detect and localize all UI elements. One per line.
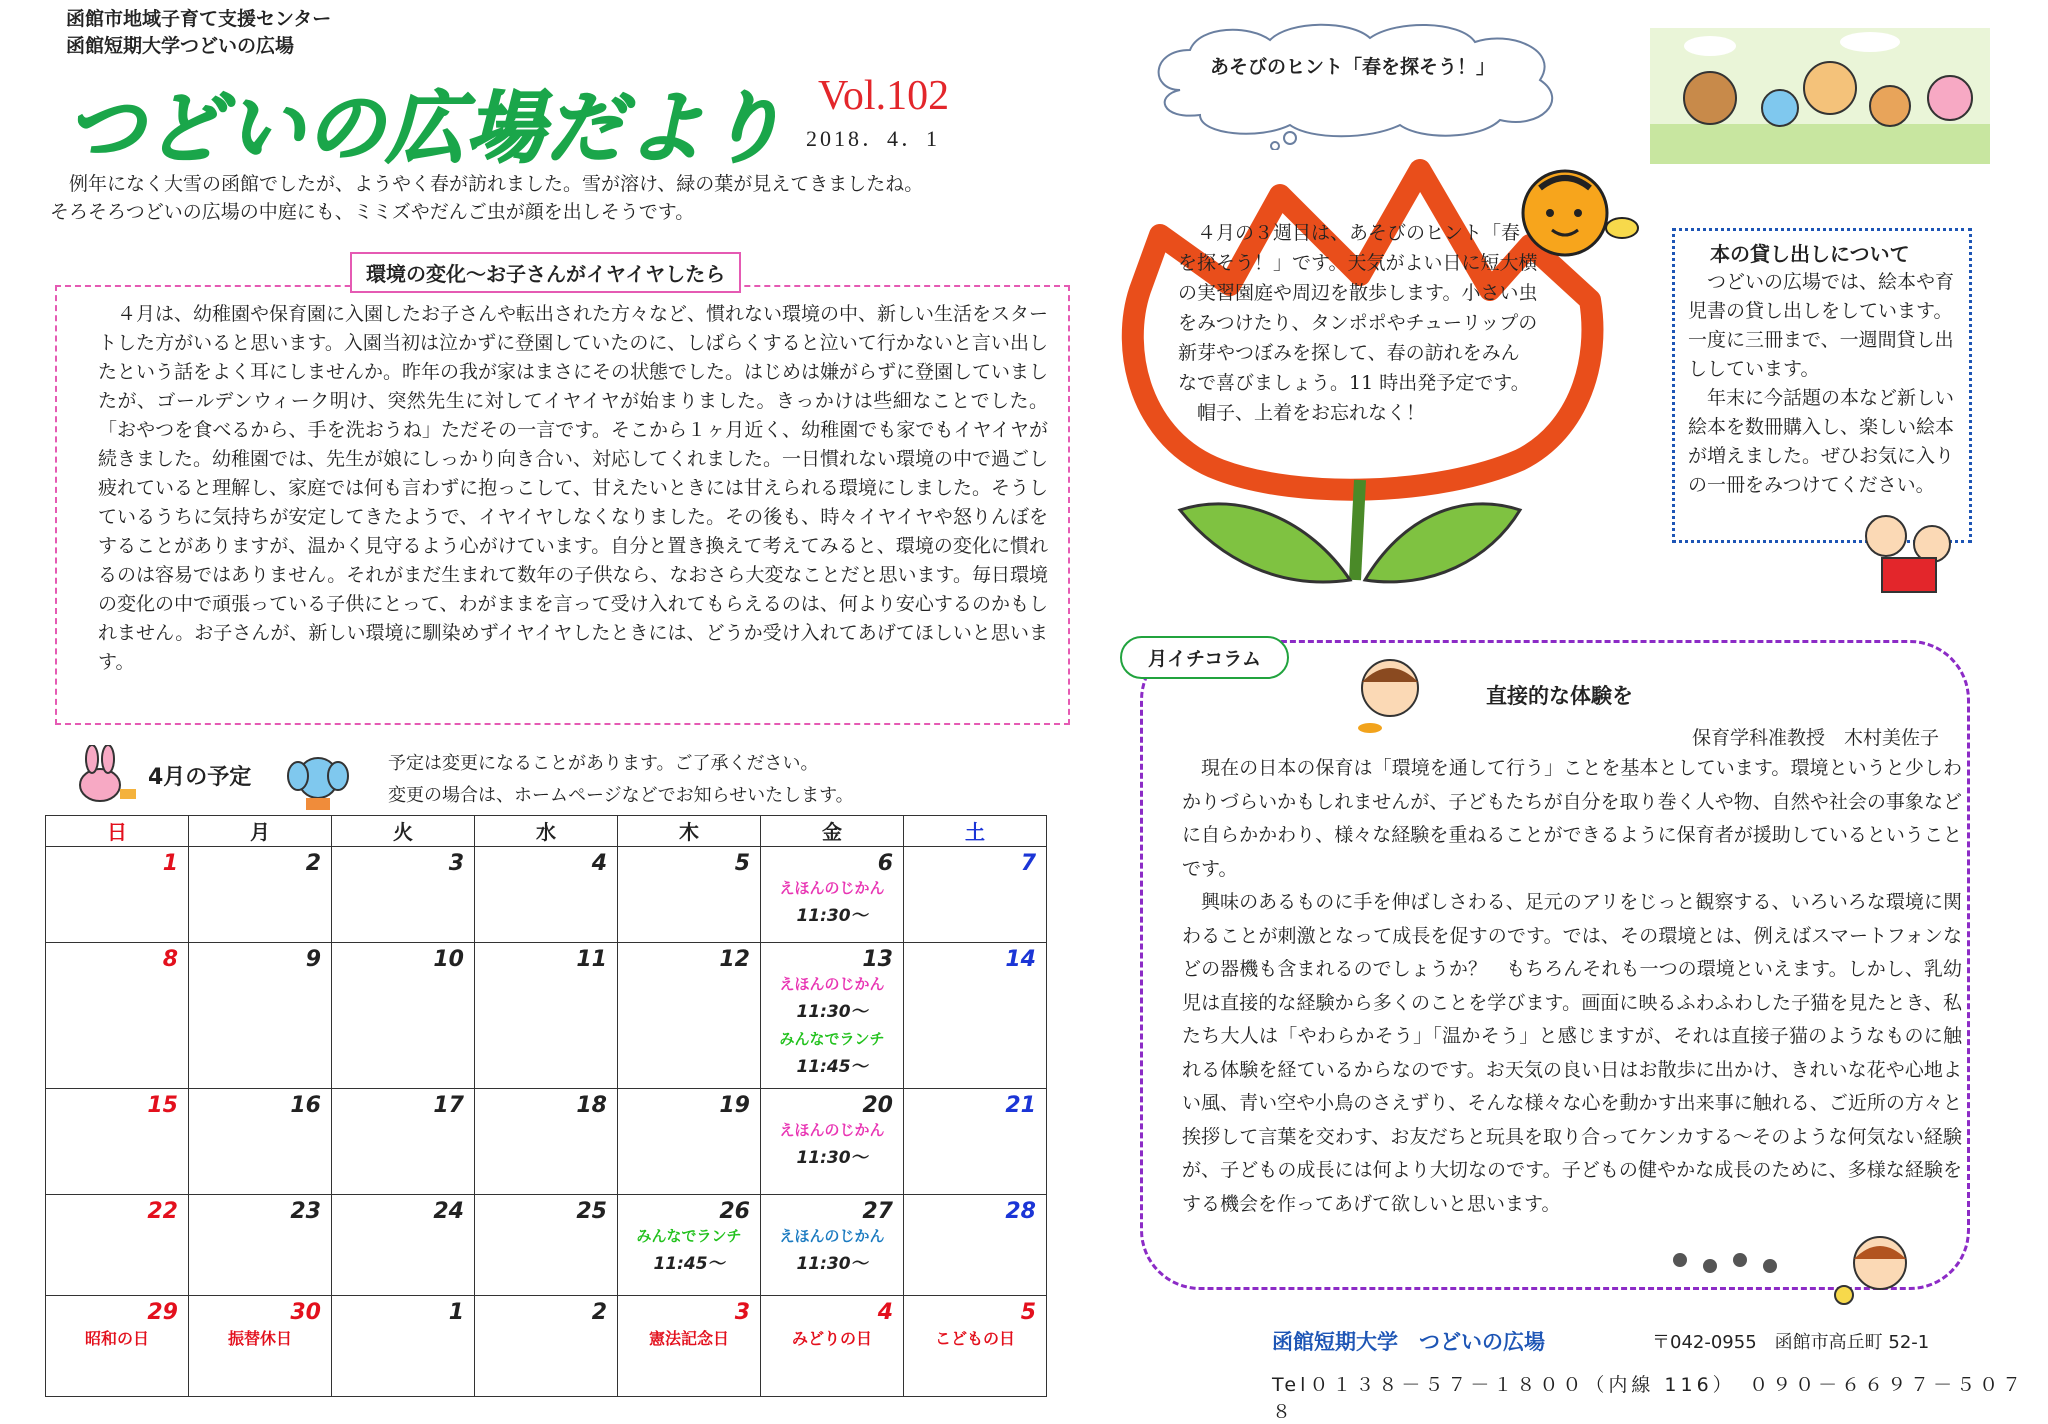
calendar-date: 2 xyxy=(591,1300,607,1325)
article-body xyxy=(98,300,1048,677)
hint-body xyxy=(1178,218,1538,428)
calendar-date: 25 xyxy=(576,1199,607,1224)
calendar-day-cell xyxy=(761,1296,904,1397)
calendar-day-cell xyxy=(904,1089,1047,1195)
lending-body xyxy=(1688,268,1968,500)
calendar-date: 5 xyxy=(734,851,750,876)
calendar-date: 1 xyxy=(448,1300,464,1325)
calendar-date: 4 xyxy=(591,851,607,876)
intro-line-2: そろそろつどいの広場の中庭にも、ミミズやだんご虫が顔を出しそうです。 xyxy=(50,201,695,223)
calendar-date: 10 xyxy=(433,947,464,972)
calendar-date: 27 xyxy=(862,1199,893,1224)
calendar-day-cell xyxy=(189,1089,332,1195)
lending-paragraph-2: 年末に今話題の本など新しい絵本を数冊購入し、楽しい絵本が増えました。ぜひお気に入りの一冊をみつけてください。 xyxy=(1688,387,1955,496)
org-line-1: 函館市地域子育て支援センター xyxy=(66,8,332,30)
column-tab: 月イチコラム xyxy=(1120,636,1289,679)
calendar-date: 1 xyxy=(162,851,178,876)
weekday-fri: 金 xyxy=(761,816,904,847)
calendar-day-cell xyxy=(618,847,761,943)
calendar-day-cell xyxy=(46,847,189,943)
calendar-day-cell xyxy=(618,1089,761,1195)
calendar xyxy=(45,815,1047,1397)
calendar-date: 12 xyxy=(719,947,750,972)
calendar-date: 18 xyxy=(576,1093,607,1118)
calendar-date: 4 xyxy=(877,1300,893,1325)
calendar-day-cell xyxy=(475,1296,618,1397)
event-time: 11:45～ xyxy=(653,1254,725,1274)
holiday-label: 昭和の日 xyxy=(84,1329,149,1348)
calendar-day-cell xyxy=(332,1089,475,1195)
calendar-date: 26 xyxy=(719,1199,750,1224)
column-paragraph-1: 現在の日本の保育は「環境を通して行う」ことを基本としています。環境というと少しわかりづらいかもしれませんが、子どもたちが自分を取り巻く人や物、自然や社会の事象などに自らかかわり、様々な経験を重ねることができるように保育者が援助しているということです。 xyxy=(1182,757,1962,880)
column-body xyxy=(1182,752,1962,1221)
calendar-day-cell xyxy=(189,847,332,943)
calendar-day-cell xyxy=(761,1089,904,1195)
calendar-date: 20 xyxy=(862,1093,893,1118)
article-paragraph: ４月は、幼稚園や保育園に入園したお子さんや転出された方々など、慣れない環境の中、新しい生活をスタートした方がいると思います。入園当初は泣かずに登園していたのに、しばらくすると泣いて行かないと言い出したという話をよく耳にしませんか。昨年の我が家はまさにその状態でした。はじめは嫌がらずに登園していましたが、ゴールデンウィーク明け、突然先生に対してイヤイヤが始まりました。きっかけは些細なことでした。「おやつを食べるから、手を洗おうね」ただその一言です。そこから１ヶ月近く、幼稚園でも家でもイヤイヤが続きました。幼稚園では、先生が娘にしっかり向き合い、対応してくれました。一日慣れない環境の中で過ごし疲れていると理解し、家庭では何も言わずに抱っこして、甘えたいときには甘えられる環境にしました。そうしているうちに気持ちが安定してきたようで、イヤイヤしなくなりました。その後も、時々イヤイヤや怒りんぼをすることがありますが、温かく見守るよう心がけています。自分と置き換えて考えてみると、環境の変化に慣れるのは容易ではありません。それがまだ生まれて数年の子供なら、なおさら大変なことだと思います。毎日環境の変化の中で頑張っている子供にとって、わがままを言って受け入れてもらえるのは、何より安心するのかもしれません。お子さんが、新しい環境に馴染めずイヤイヤしたときには、どうか受け入れてあげてほしいと思います。 xyxy=(98,303,1049,673)
weekday-sun: 日 xyxy=(46,816,189,847)
calendar-week xyxy=(46,1195,1047,1296)
calendar-day-cell xyxy=(475,943,618,1089)
ants-illustration xyxy=(1660,1230,1850,1300)
intro-line-1: 例年になく大雪の函館でしたが、ようやく春が訪れました。雪が溶け、緑の葉が見えてきましたね。 xyxy=(69,173,924,195)
calendar-day-cell xyxy=(332,847,475,943)
calendar-date: 8 xyxy=(162,947,178,972)
calendar-date: 6 xyxy=(877,851,893,876)
holiday-label: 振替休日 xyxy=(227,1329,292,1348)
hint-title: あそびのヒント「春を探そう！」 xyxy=(1210,56,1496,78)
event-time: 11:30～ xyxy=(796,1002,868,1022)
calendar-day-cell xyxy=(46,1296,189,1397)
schedule-note-1: 予定は変更になることがあります。ご了承ください。 xyxy=(388,753,819,774)
calendar-day-cell xyxy=(475,1195,618,1296)
calendar-week xyxy=(46,943,1047,1089)
calendar-date: 23 xyxy=(290,1199,321,1224)
calendar-date: 3 xyxy=(448,851,464,876)
org-line-2: 函館短期大学つどいの広場 xyxy=(66,35,295,57)
calendar-date: 15 xyxy=(147,1093,178,1118)
calendar-day-cell xyxy=(475,1089,618,1195)
hint-paragraph-2: 帽子、上着をお忘れなく！ xyxy=(1197,402,1426,424)
rabbit-illustration xyxy=(62,745,142,807)
calendar-day-cell xyxy=(618,943,761,1089)
calendar-day-cell xyxy=(189,943,332,1089)
calendar-week xyxy=(46,847,1047,943)
calendar-date: 29 xyxy=(147,1300,178,1325)
event-label: みんなでランチ xyxy=(779,1030,885,1048)
elephant-illustration xyxy=(282,750,354,814)
column-author: 保育学科准教授 木村美佐子 xyxy=(1692,727,1940,749)
calendar-date: 16 xyxy=(290,1093,321,1118)
boy-illustration xyxy=(1340,648,1440,738)
calendar-day-cell xyxy=(46,1089,189,1195)
animals-illustration xyxy=(1650,28,1990,164)
calendar-date: 5 xyxy=(1020,1300,1036,1325)
issue-date: 2018．4．1 xyxy=(806,126,941,151)
weekday-mon: 月 xyxy=(189,816,332,847)
calendar-day-cell xyxy=(46,1195,189,1296)
calendar-date: 13 xyxy=(862,947,893,972)
lending-paragraph-1: つどいの広場では、絵本や育児書の貸し出しをしています。一度に三冊まで、一週間貸し出ししています。 xyxy=(1688,271,1955,380)
event-label: えほんのじかん xyxy=(779,879,885,897)
weekday-tue: 火 xyxy=(332,816,475,847)
event-time: 11:30～ xyxy=(796,1254,868,1274)
calendar-date: 9 xyxy=(305,947,321,972)
calendar-date: 24 xyxy=(433,1199,464,1224)
weekday-thu: 木 xyxy=(618,816,761,847)
column-paragraph-2: 興味のあるものに手を伸ばしさわる、足元のアリをじっと観察する、いろいろな環境に関わることが刺激となって成長を促すのです。では、その環境とは、例えばスマートフォンなどの器機も含まれるのでしょうか？ もちろんそれも一つの環境といえます。しかし、乳幼児は直接的な経験から多くのことを学びます。画面に映るふわふわした子猫を見たとき、私たち大人は「やわらかそう」「温かそう」と感じますが、それは直接子猫のようなものに触れる体験を経ているからなのです。お天気の良い日はお散歩に出かけ、きれいな花や心地よい風、青い空や小鳥のさえずり、そんな様々な心を動かす出来事に触れる、ご近所の方々と挨拶して言葉を交わす、お友だちと玩具を取り合ってケンカする～そのような何気ない経験が、子どもの成長には何より大切なのです。子どもの健やかな成長のために、多様な経験をする機会を作ってあげて欲しいと思います。 xyxy=(1182,891,1962,1215)
calendar-date: 2 xyxy=(305,851,321,876)
event-label: みんなでランチ xyxy=(636,1227,742,1245)
event-label: えほんのじかん xyxy=(779,1121,885,1139)
intro-text xyxy=(50,170,1070,226)
calendar-day-cell xyxy=(904,943,1047,1089)
footer-tel: Tel０１３８－５７－１８００（内線 116） ０９０－６６９７－５０７８ xyxy=(1272,1374,2026,1423)
column-title: 直接的な体験を xyxy=(1486,684,1633,708)
calendar-week xyxy=(46,1089,1047,1195)
event-label: えほんのじかん xyxy=(779,1227,885,1245)
calendar-date: 22 xyxy=(147,1199,178,1224)
calendar-day-cell xyxy=(46,943,189,1089)
footer-address: 〒042-0955 函館市高丘町 52-1 xyxy=(1652,1332,1930,1353)
holiday-label: みどりの日 xyxy=(791,1329,872,1348)
calendar-day-cell xyxy=(189,1296,332,1397)
event-label: えほんのじかん xyxy=(779,975,885,993)
reading-children-illustration xyxy=(1848,500,1968,600)
holiday-label: こどもの日 xyxy=(934,1329,1015,1348)
schedule-title: 4月の予定 xyxy=(148,765,252,790)
schedule-note-2: 変更の場合は、ホームページなどでお知らせいたします。 xyxy=(388,785,854,806)
event-time: 11:30～ xyxy=(796,1148,868,1168)
calendar-day-cell xyxy=(904,847,1047,943)
calendar-date: 17 xyxy=(433,1093,464,1118)
article-heading: 環境の変化～お子さんがイヤイヤしたら xyxy=(350,252,741,293)
calendar-date: 11 xyxy=(576,947,607,972)
calendar-day-cell xyxy=(189,1195,332,1296)
calendar-date: 21 xyxy=(1005,1093,1036,1118)
footer-org: 函館短期大学 つどいの広場 xyxy=(1272,1330,1545,1354)
calendar-day-cell xyxy=(618,1296,761,1397)
calendar-week xyxy=(46,1296,1047,1397)
calendar-date: 28 xyxy=(1005,1199,1036,1224)
weekday-sat: 土 xyxy=(904,816,1047,847)
calendar-day-cell xyxy=(904,1296,1047,1397)
newsletter-title: つどいの広場だより xyxy=(66,84,787,174)
calendar-date: 14 xyxy=(1005,947,1036,972)
event-time: 11:30～ xyxy=(796,906,868,926)
calendar-date: 7 xyxy=(1020,851,1036,876)
calendar-date: 30 xyxy=(290,1300,321,1325)
hint-paragraph-1: ４月の３週目は、あそびのヒント「春を探そう！」です。天気がよい日に短大横の実習園庭や周辺を散歩します。小さい虫をみつけたり、タンポポやチューリップの新芽やつぼみを探して、春の訪れをみんなで喜びましょう。11 時出発予定です。 xyxy=(1178,222,1538,394)
calendar-day-cell xyxy=(761,847,904,943)
weekday-wed: 水 xyxy=(475,816,618,847)
event-time: 11:45～ xyxy=(796,1057,868,1077)
girl-illustration xyxy=(1830,1225,1920,1315)
calendar-day-cell xyxy=(761,1195,904,1296)
calendar-day-cell xyxy=(761,943,904,1089)
calendar-day-cell xyxy=(332,943,475,1089)
calendar-day-cell xyxy=(475,847,618,943)
thought-cloud xyxy=(1140,20,1580,150)
schedule-notes xyxy=(388,748,854,812)
holiday-label: 憲法記念日 xyxy=(648,1329,729,1348)
lending-title: 本の貸し出しについて xyxy=(1710,242,1910,266)
calendar-day-cell xyxy=(332,1195,475,1296)
volume-number: Vol.102 xyxy=(818,73,950,119)
calendar-day-cell xyxy=(618,1195,761,1296)
calendar-date: 19 xyxy=(719,1093,750,1118)
calendar-day-cell xyxy=(904,1195,1047,1296)
calendar-day-cell xyxy=(332,1296,475,1397)
calendar-date: 3 xyxy=(734,1300,750,1325)
